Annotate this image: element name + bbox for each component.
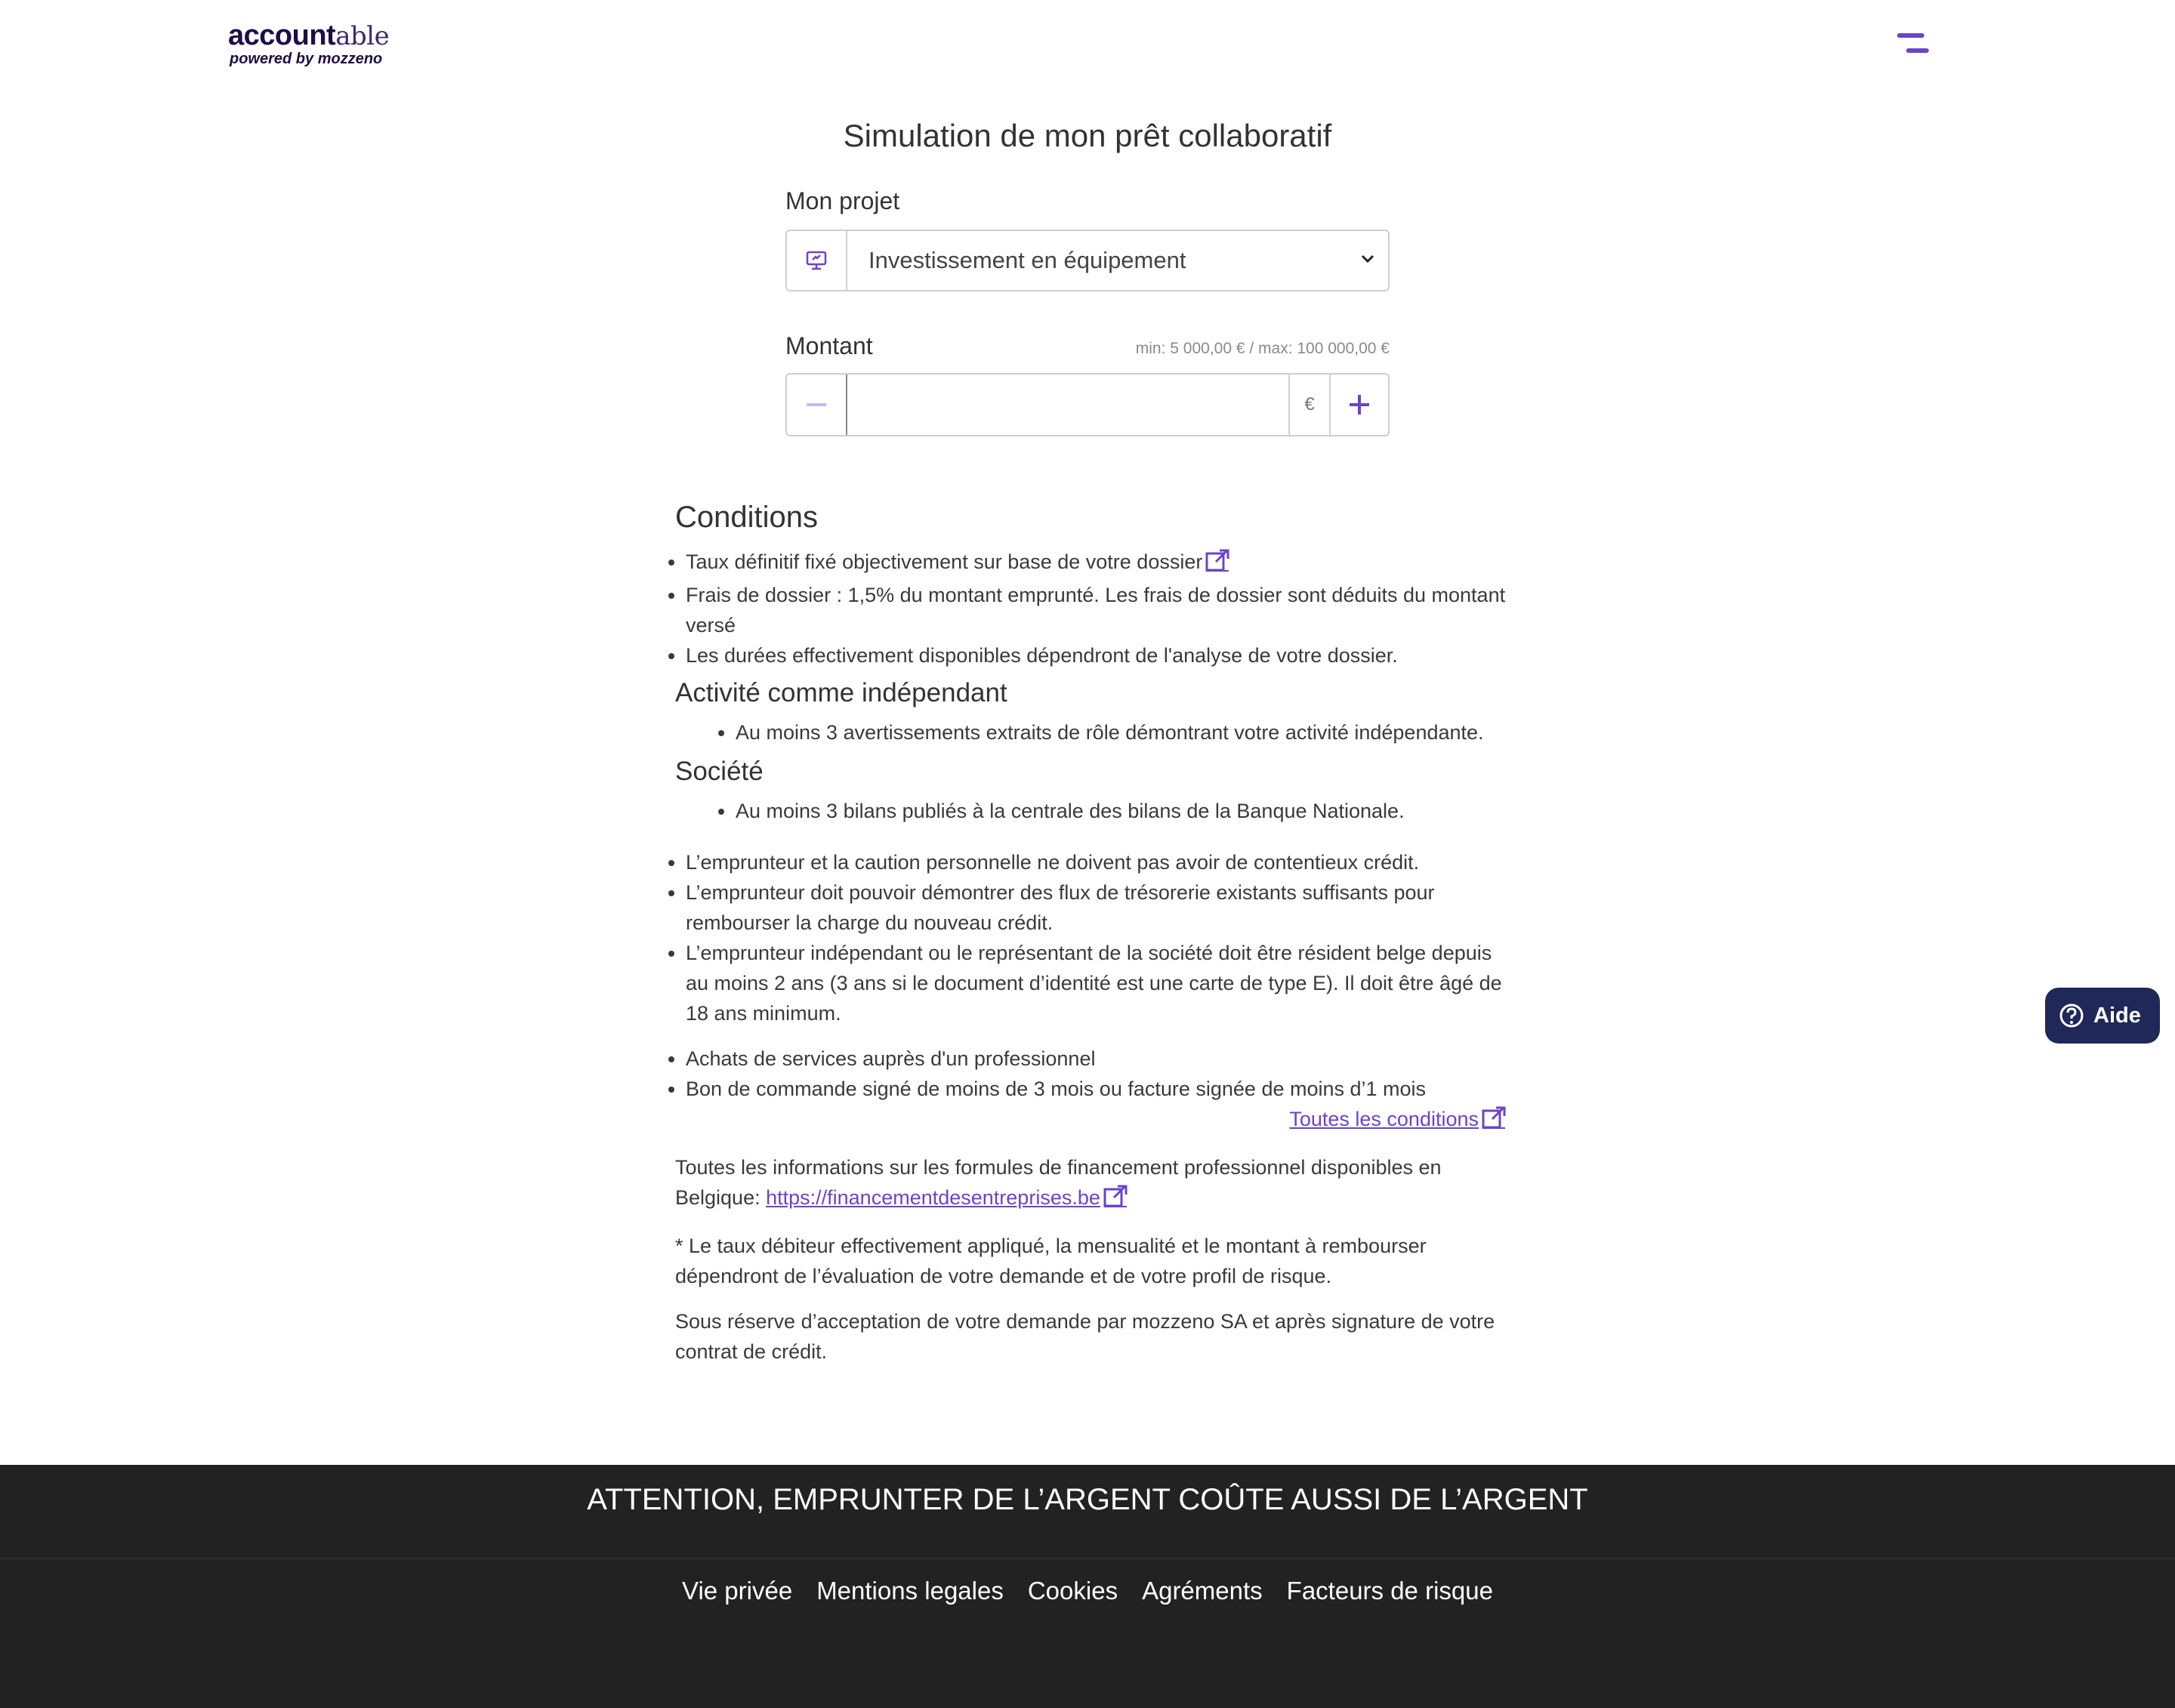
list-item: • Au moins 3 bilans publiés à la centrale des bilans de la Banque Nationale. [736, 796, 1506, 826]
minus-icon [807, 402, 826, 407]
conditions-title: Conditions [675, 501, 819, 534]
chevron-down-icon [1359, 251, 1376, 267]
independant-title: Activité comme indépendant [675, 678, 1007, 708]
societe-list [675, 796, 1506, 826]
footer-link-approvals[interactable]: Agréments [1142, 1577, 1263, 1605]
logo-wordmark: accountable [228, 20, 390, 51]
menu-icon[interactable] [1896, 32, 1930, 56]
footer [0, 1465, 2175, 1708]
purpose-list [675, 1044, 1506, 1104]
list-item: • L’emprunteur indépendant ou le représentant de la société doit être résident belge depuis au moins 2 ans (3 ans si le document d’identité est une carte de type E). Il doit être âgé de 18 ans minimum. [686, 938, 1506, 1028]
reserve-note: Sous réserve d’acceptation de votre demande par mozzeno SA et après signature de votre contrat de crédit. [675, 1310, 1495, 1363]
footer-link-risks[interactable]: Facteurs de risque [1286, 1577, 1493, 1605]
page-title: Simulation de mon prêt collaboratif [843, 118, 1332, 153]
financing-link[interactable]: https://financementdesentreprises.be [766, 1186, 1100, 1209]
footer-links [0, 1577, 2175, 1605]
external-link-icon[interactable] [1205, 549, 1229, 580]
project-select[interactable] [847, 231, 1388, 290]
rate-note: * Le taux débiteur effectivement appliqué, la mensualité et le montant à rembourser dépendront de l’évaluation de votre demande et de votre profil de risque. [675, 1235, 1427, 1287]
logo[interactable] [228, 21, 389, 66]
equipment-icon [787, 231, 847, 290]
external-link-icon[interactable] [1103, 1185, 1128, 1216]
list-item: • Taux définitif fixé objectivement sur base de votre dossier [686, 547, 1506, 580]
all-conditions-row [675, 1104, 1506, 1137]
project-label: Mon projet [785, 187, 900, 214]
list-item: • Les durées effectivement disponibles dépendront de l'analyse de votre dossier. [686, 640, 1506, 671]
help-circle-icon [2059, 1003, 2084, 1028]
list-item: • L’emprunteur doit pouvoir démontrer des flux de trésorerie existants suffisants pour rembourser la charge du nouveau crédit. [686, 877, 1506, 938]
independant-list [675, 717, 1506, 748]
minus-button[interactable] [787, 375, 847, 435]
currency-label: € [1288, 375, 1329, 435]
amount-group [785, 373, 1390, 436]
list-item: • Bon de commande signé de moins de 3 mois ou facture signée de moins d’1 mois [686, 1074, 1506, 1104]
all-conditions-link[interactable]: Toutes les conditions [1289, 1108, 1479, 1130]
list-item: • Achats de services auprès d'un professionnel [686, 1044, 1506, 1074]
footer-link-privacy[interactable]: Vie privée [682, 1577, 793, 1605]
footer-warning: ATTENTION, EMPRUNTER DE L’ARGENT COÛTE AUSSI DE L’ARGENT [587, 1483, 1588, 1516]
conditions-section [675, 492, 1506, 1382]
societe-title: Société [675, 757, 764, 786]
footer-divider [0, 1558, 2175, 1559]
amount-input[interactable] [847, 375, 1288, 435]
info-paragraph: Toutes les informations sur les formules de financement professionnel disponibles en Belgique: https://financementdesentreprises.be [675, 1152, 1506, 1216]
logo-tagline: powered by mozzeno [230, 51, 383, 67]
amount-range: min: 5 000,00 € / max: 100 000,00 € [1135, 340, 1390, 357]
project-select-value: Investissement en équipement [868, 247, 1186, 273]
list-item: • L’emprunteur et la caution personnelle ne doivent pas avoir de contentieux crédit. [686, 847, 1506, 877]
plus-button[interactable] [1329, 375, 1388, 435]
project-select-group [785, 230, 1390, 291]
footer-link-cookies[interactable]: Cookies [1027, 1577, 1118, 1605]
requirements-list [675, 847, 1506, 1028]
list-item: • Frais de dossier : 1,5% du montant emprunté. Les frais de dossier sont déduits du montant versé [686, 580, 1506, 640]
list-item: • Au moins 3 avertissements extraits de rôle démontrant votre activité indépendante. [736, 717, 1506, 748]
amount-label: Montant [785, 332, 873, 359]
help-label: Aide [2093, 1003, 2141, 1028]
plus-icon [1350, 395, 1369, 415]
footer-link-legal[interactable]: Mentions legales [816, 1577, 1004, 1605]
external-link-icon[interactable] [1482, 1106, 1506, 1137]
conditions-list [675, 547, 1506, 671]
help-button[interactable] [2045, 988, 2160, 1044]
